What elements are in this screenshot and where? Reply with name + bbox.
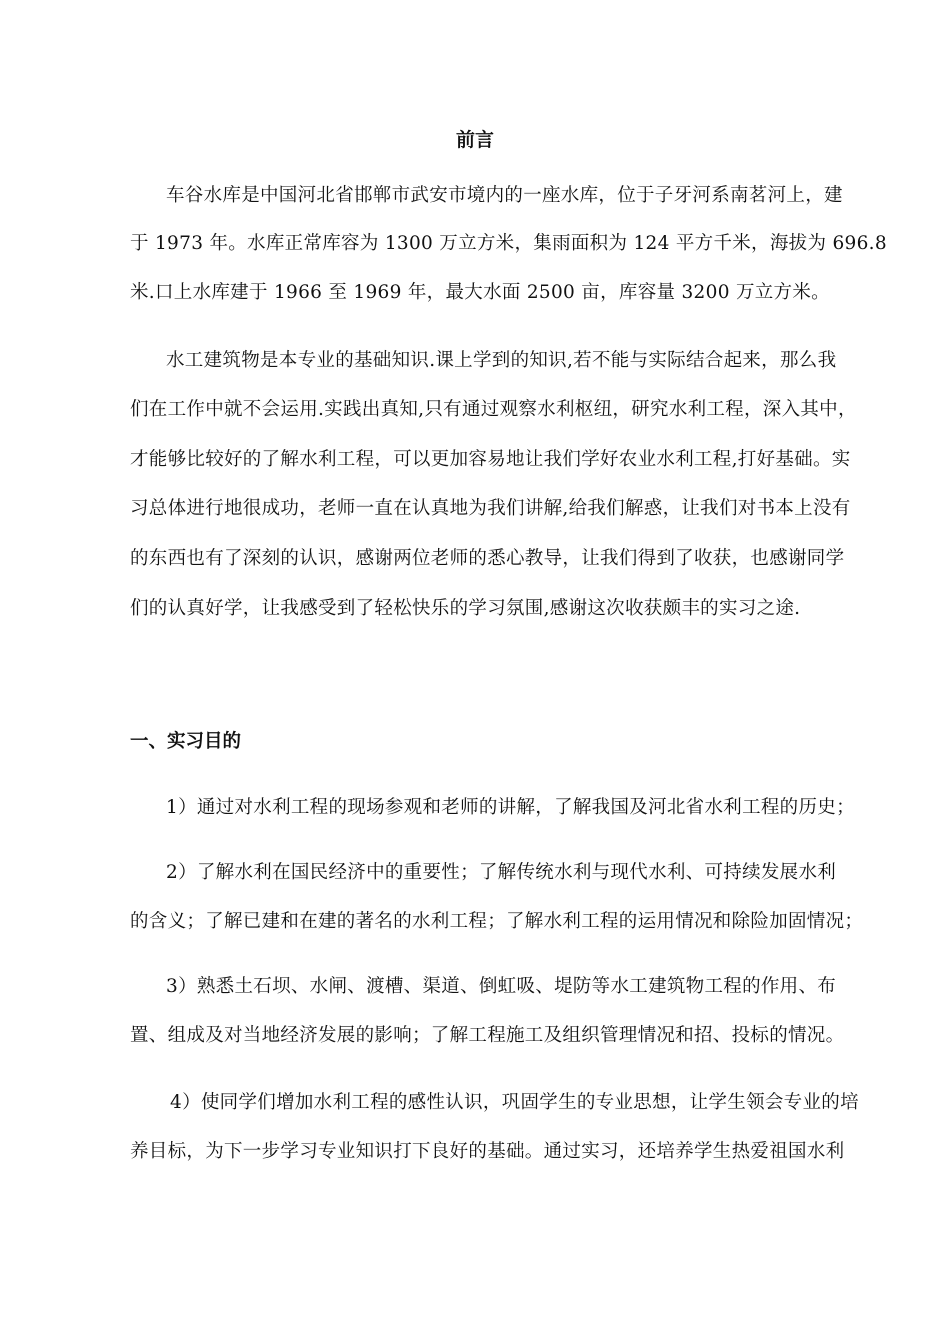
text-line: 4）使同学们增加水利工程的感性认识，巩固学生的专业思想，让学生领会专业的培	[170, 1092, 859, 1113]
text-line: 车谷水库是中国河北省邯郸市武安市境内的一座水库，位于子牙河系南茗河上，建	[166, 185, 843, 206]
text-line: 才能够比较好的了解水利工程，可以更加容易地让我们学好农业水利工程,打好基础。实	[130, 449, 851, 470]
section-heading: 一、实习目的	[130, 731, 242, 752]
text-line: 于 1973 年。水库正常库容为 1300 万立方米，集雨面积为 124 平方千米，海拔为 696.8	[130, 233, 887, 254]
text-line: 水工建筑物是本专业的基础知识.课上学到的知识,若不能与实际结合起来，那么我	[166, 350, 837, 371]
text-line: 1）通过对水利工程的现场参观和老师的讲解，了解我国及河北省水利工程的历史；	[166, 797, 855, 818]
text-line: 2）了解水利在国民经济中的重要性；了解传统水利与现代水利、可持续发展水利	[166, 862, 837, 883]
text-line: 置、组成及对当地经济发展的影响；了解工程施工及组织管理情况和招、投标的情况。	[130, 1025, 845, 1046]
text-line: 的含义；了解已建和在建的著名的水利工程；了解水利工程的运用情况和除险加固情况；	[130, 911, 864, 932]
text-line: 们在工作中就不会运用.实践出真知,只有通过观察水利枢纽，研究水利工程，深入其中，	[130, 399, 857, 420]
text-line: 习总体进行地很成功，老师一直在认真地为我们讲解,给我们解惑，让我们对书本上没有	[130, 498, 851, 519]
text-line: 3）熟悉土石坝、水闸、渡槽、渠道、倒虹吸、堤防等水工建筑物工程的作用、布	[166, 976, 837, 997]
text-line: 米.口上水库建于 1966 至 1969 年，最大水面 2500 亩，库容量 3200 万立方米。	[130, 282, 830, 303]
text-line: 养目标，为下一步学习专业知识打下良好的基础。通过实习，还培养学生热爱祖国水利	[130, 1141, 845, 1162]
text-line: 的东西也有了深刻的认识，感谢两位老师的悉心教导，让我们得到了收获，也感谢同学	[130, 548, 845, 569]
text-line: 们的认真好学，让我感受到了轻松快乐的学习氛围,感谢这次收获颇丰的实习之途.	[130, 598, 801, 619]
preface-title: 前言	[455, 129, 494, 151]
